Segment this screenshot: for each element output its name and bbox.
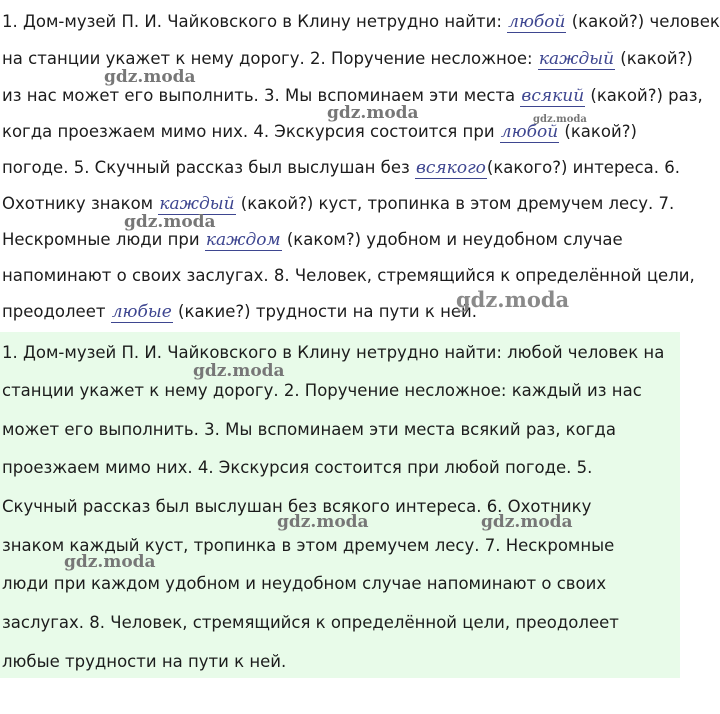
handwritten-word: любой	[508, 12, 566, 32]
answer-line-3: может его выполнить. 3. Мы вспоминаем эти места всякий раз, когда	[2, 420, 616, 439]
handwritten-word: каждом	[205, 230, 281, 250]
watermark: gdz.moda	[481, 512, 573, 532]
handwritten-word: любые	[111, 302, 172, 322]
handwritten-word: всякого	[416, 158, 486, 178]
exercise-line-4: когда проезжаем мимо них. 4. Экскурсия состоится при любой (какой?)	[2, 122, 637, 142]
watermark: gdz.moda	[533, 114, 587, 125]
watermark: gdz.moda	[64, 552, 156, 572]
handwritten-word: каждый	[159, 194, 235, 214]
exercise-line-3: из нас может его выполнить. 3. Мы вспоминаем эти места всякий (какой?) раз,	[2, 86, 703, 106]
exercise-text	[0, 0, 720, 330]
answer-panel	[0, 332, 680, 678]
watermark: gdz.moda	[277, 512, 369, 532]
watermark: gdz.moda	[104, 67, 196, 87]
answer-line-8: заслугах. 8. Человек, стремящийся к определённой цели, преодолеет	[2, 613, 619, 632]
exercise-line-2: на станции укажет к нему дорогу. 2. Поручение несложное: каждый (какой?)	[2, 49, 693, 69]
answer-line-4: проезжаем мимо них. 4. Экскурсия состоится при любой погоде. 5.	[2, 458, 593, 477]
answer-line-9: любые трудности на пути к ней.	[2, 652, 287, 671]
answer-line-5: Скучный рассказ был выслушан без всякого интереса. 6. Охотнику	[2, 497, 592, 516]
handwritten-word: любой	[500, 122, 559, 142]
exercise-line-5: погоде. 5. Скучный рассказ был выслушан без всякого(какого?) интереса. 6.	[2, 158, 680, 178]
watermark: gdz.moda	[193, 361, 285, 381]
answer-line-2: станции укажет к нему дорогу. 2. Поручение несложное: каждый из нас	[2, 381, 642, 400]
watermark: gdz.moda	[456, 287, 570, 312]
handwritten-word: всякий	[521, 86, 585, 106]
exercise-line-1: 1. Дом-музей П. И. Чайковского в Клину нетрудно найти: любой (какой?) человек	[2, 12, 720, 32]
answer-line-7: люди при каждом удобном и неудобном случае напоминают о своих	[2, 574, 607, 593]
answer-line-6: знаком каждый куст, тропинка в этом дремучем лесу. 7. Нескромные	[2, 536, 615, 555]
exercise-line-9: преодолеет любые (какие?) трудности на пути к ней.	[2, 302, 478, 322]
handwritten-word: каждый	[538, 49, 615, 69]
exercise-line-8: напоминают о своих заслугах. 8. Человек, стремящийся к определённой цели,	[2, 266, 695, 285]
exercise-line-7: Нескромные люди при каждом (каком?) удобном и неудобном случае	[2, 230, 623, 250]
watermark: gdz.moda	[124, 212, 216, 232]
answer-line-1: 1. Дом-музей П. И. Чайковского в Клину нетрудно найти: любой человек на	[2, 343, 665, 362]
exercise-line-6: Охотнику знаком каждый (какой?) куст, тропинка в этом дремучем лесу. 7.	[2, 194, 675, 214]
watermark: gdz.moda	[327, 103, 419, 123]
